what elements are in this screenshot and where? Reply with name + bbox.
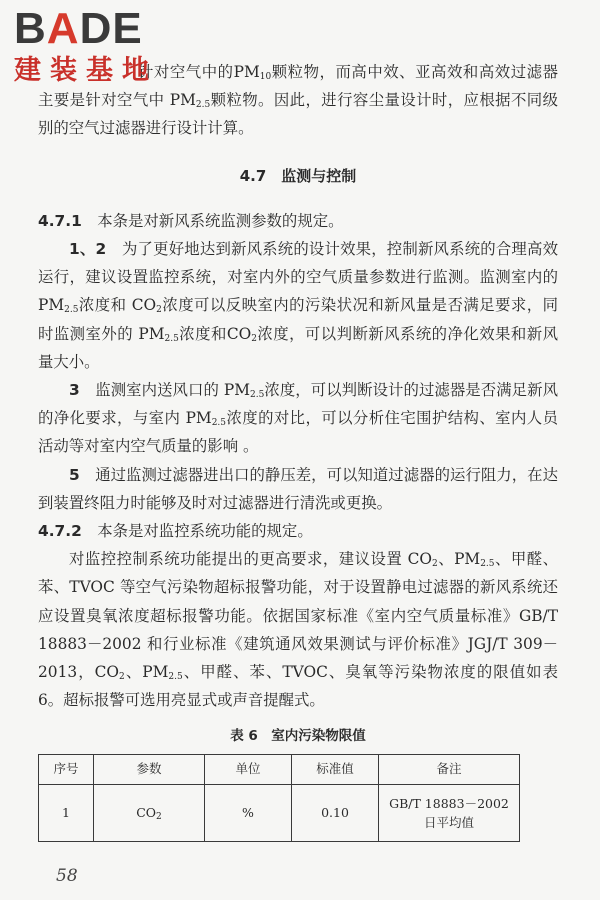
pollutant-limits-table — [38, 754, 520, 841]
logo-chinese-name: 建装基地 — [14, 55, 158, 86]
item-5: 5 通过监测过滤器进出口的静压差，可以知道过滤器的运行阻力，在达到装置终阻力时能够及时对过滤器进行清洗或更换。 — [38, 465, 558, 512]
cell-no: 1 — [39, 784, 94, 841]
clause-4-7-2-body: 对监控控制系统功能提出的更高要求，建议设置 $CO_2$、$PM_{2.5}$、甲醛、苯、TVOC 等空气污染物超标报警功能，对于设置静电过滤器的新风系统还应设置臭氧浓度超标报警功能。依据国家标准《室内空气质量标准》GB/T 18883－2002 和行业标准《建筑通风效果测试与评价标准》JGJ/T 309－2013，$CO_2$、$PM_{2.5}$、甲醛、苯、TVOC、臭氧等污染物浓度的限值如表 6。超标报警可选用亮显式或声音提醒式。 — [38, 550, 558, 710]
header-no: 序号 — [39, 755, 94, 784]
section-title: 4.7 监测与控制 — [239, 166, 357, 185]
continued-paragraph: 针对空气中的$PM_{10}$颗粒物，而高中效、亚高效和高效过滤器主要是针对空气中 $PM_{2.5}$颗粒物。因此，进行容尘量设计时，应根据不同级别的空气过滤器进行设计计算。 — [38, 63, 558, 138]
page-number: 58 — [56, 866, 78, 886]
header-unit: 单位 — [205, 755, 292, 784]
page-body — [38, 58, 558, 842]
table-header-row — [39, 755, 520, 784]
header-param: 参数 — [94, 755, 205, 784]
logo-wordmark: BADE — [14, 4, 143, 53]
header-value: 标准值 — [292, 755, 379, 784]
header-note: 备注 — [379, 755, 520, 784]
cell-unit: % — [205, 784, 292, 841]
cell-param: $CO_2$ — [94, 784, 205, 841]
cell-value: 0.10 — [292, 784, 379, 841]
clause-4-7-1: 4.7.1 本条是对新风系统监测参数的规定。 — [38, 211, 344, 230]
table-title: 表 6 室内污染物限值 — [230, 728, 366, 745]
item-1-2: 1、2 为了更好地达到新风系统的设计效果，控制新风系统的合理高效运行，建议设置监控系统，对室内外的空气质量参数进行监测。监测室内的 $PM_{2.5}$浓度和 $CO_2$浓度可以反映室内的污染状况和新风量是否满足要求，同时监测室外的 $PM_{2.5}$浓度和$CO_2$浓度，可以判断新风系统的净化效果和新风量大小。 — [38, 240, 558, 371]
table-row — [39, 784, 520, 841]
clause-4-7-2: 4.7.2 本条是对监控系统功能的规定。 — [38, 522, 313, 541]
bade-logo — [14, 6, 158, 88]
cell-note: GB/T 18883－2002 日平均值 — [379, 784, 520, 841]
item-3: 3 监测室内送风口的 $PM_{2.5}$浓度，可以判断设计的过滤器是否满足新风的净化要求，与室内 $PM_{2.5}$浓度的对比，可以分析住宅围护结构、室内人员活动等对室内空气质量的影响 。 — [38, 381, 558, 456]
